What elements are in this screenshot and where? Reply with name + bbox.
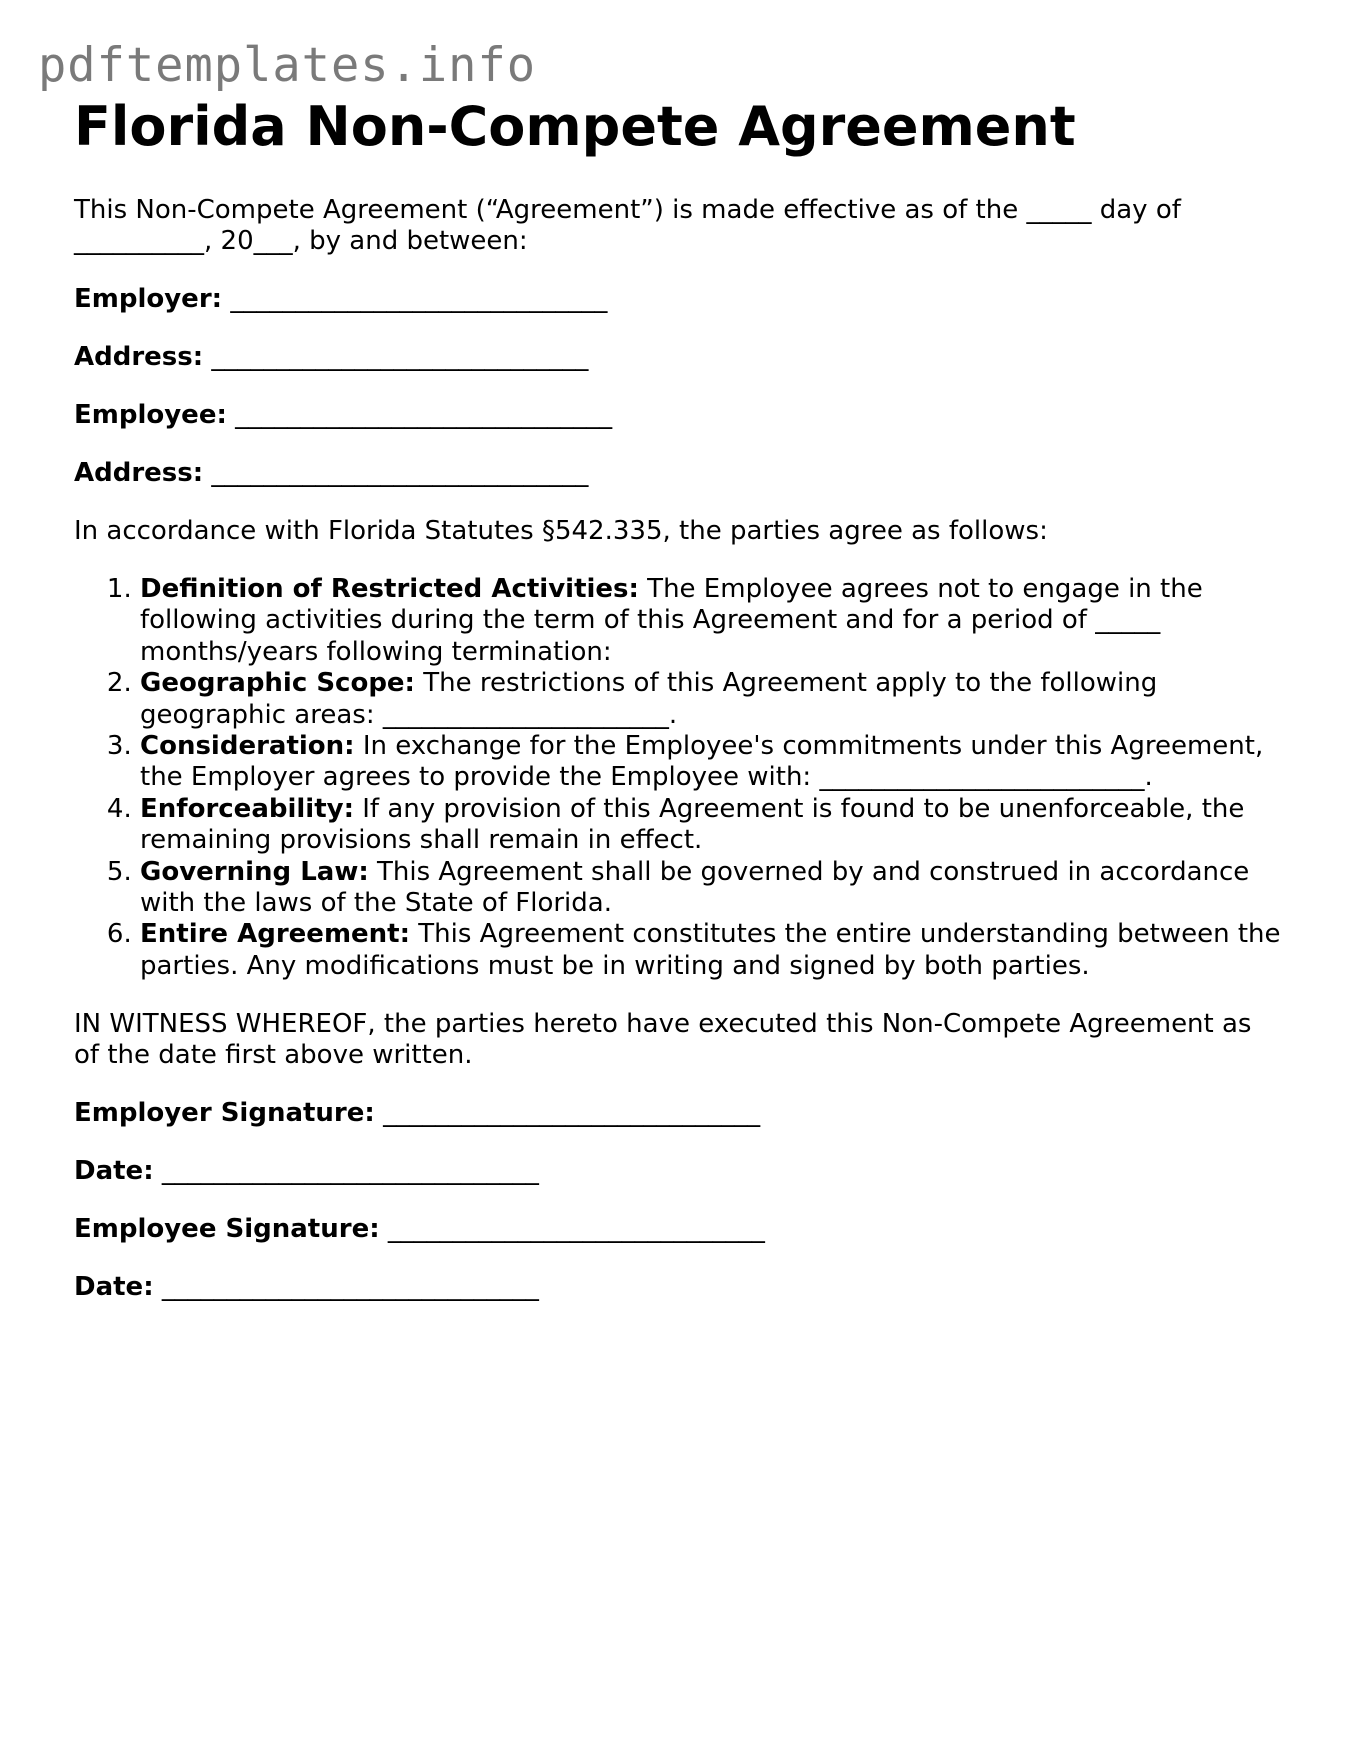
employee-signature-field	[74, 1214, 1284, 1245]
employee-signature-blank[interactable]: _____________________________	[387, 1214, 765, 1245]
employer-blank[interactable]: _____________________________	[230, 284, 608, 314]
document-page	[74, 96, 1284, 1303]
employer-address-field	[74, 342, 1284, 373]
statute-paragraph: In accordance with Florida Statutes §542.335, the parties agree as follows:	[74, 516, 1048, 546]
employee-signature-label: Employee Signature:	[74, 1214, 380, 1245]
clause-term: Governing Law:	[140, 856, 369, 887]
clause-item	[140, 919, 1284, 982]
employer-signature-blank[interactable]: _____________________________	[383, 1098, 761, 1129]
employer-date-label: Date:	[74, 1156, 154, 1187]
employee-address-label: Address:	[74, 458, 204, 488]
clause-term: Definition of Restricted Activities:	[140, 574, 639, 604]
employer-address-blank[interactable]: _____________________________	[211, 342, 589, 372]
employer-signature-field	[74, 1098, 1284, 1129]
employee-date-field	[74, 1272, 1284, 1303]
document-title: Florida Non-Compete Agreement	[74, 95, 1076, 158]
employee-date-label: Date:	[74, 1272, 154, 1303]
clause-text: This Agreement shall be governed by and construed in accordance with the laws of the State of Florida.	[140, 856, 1250, 919]
clause-text: The Employee agrees not to engage in the following activities during the term of this Agreement and for a period of _____ months/years following termination:	[140, 574, 1203, 667]
witness-paragraph: IN WITNESS WHEREOF, the parties hereto have executed this Non-Compete Agreement as of the date first above written.	[74, 1009, 1252, 1071]
clause-item	[140, 857, 1284, 920]
employee-field	[74, 400, 1284, 431]
employee-address-field	[74, 458, 1284, 489]
clause-text: In exchange for the Employee's commitments under this Agreement, the Employer agrees to provide the Employee with: _________________________.	[140, 731, 1264, 793]
intro-paragraph: This Non-Compete Agreement (“Agreement”) is made effective as of the _____ day of __________, 20___, by and between:	[74, 195, 1181, 256]
employee-date-blank[interactable]: _____________________________	[161, 1272, 539, 1303]
clause-text: This Agreement constitutes the entire understanding between the parties. Any modifications must be in writing and signed by both parties.	[140, 919, 1281, 981]
employer-address-label: Address:	[74, 342, 204, 372]
employee-label: Employee:	[74, 400, 227, 430]
clause-text: The restrictions of this Agreement apply to the following geographic areas: ______________________.	[140, 668, 1158, 730]
clause-text: If any provision of this Agreement is found to be unenforceable, the remaining provisions shall remain in effect.	[140, 793, 1245, 856]
employer-date-field	[74, 1156, 1284, 1187]
clause-item	[140, 731, 1284, 794]
employer-field	[74, 284, 1284, 315]
clause-term: Entire Agreement:	[140, 919, 411, 950]
clause-item	[140, 794, 1284, 857]
employee-blank[interactable]: _____________________________	[235, 400, 613, 430]
employer-date-blank[interactable]: _____________________________	[161, 1156, 539, 1187]
clause-term: Consideration:	[140, 731, 355, 762]
employer-signature-label: Employer Signature:	[74, 1098, 375, 1129]
clauses-list	[74, 574, 1284, 982]
clause-term: Enforceability:	[140, 793, 354, 824]
clause-item	[140, 668, 1284, 731]
watermark-text: pdftemplates.info	[38, 38, 537, 93]
employer-label: Employer:	[74, 284, 223, 314]
clause-item	[140, 574, 1284, 668]
clause-term: Geographic Scope:	[140, 668, 415, 699]
employee-address-blank[interactable]: _____________________________	[211, 458, 589, 488]
